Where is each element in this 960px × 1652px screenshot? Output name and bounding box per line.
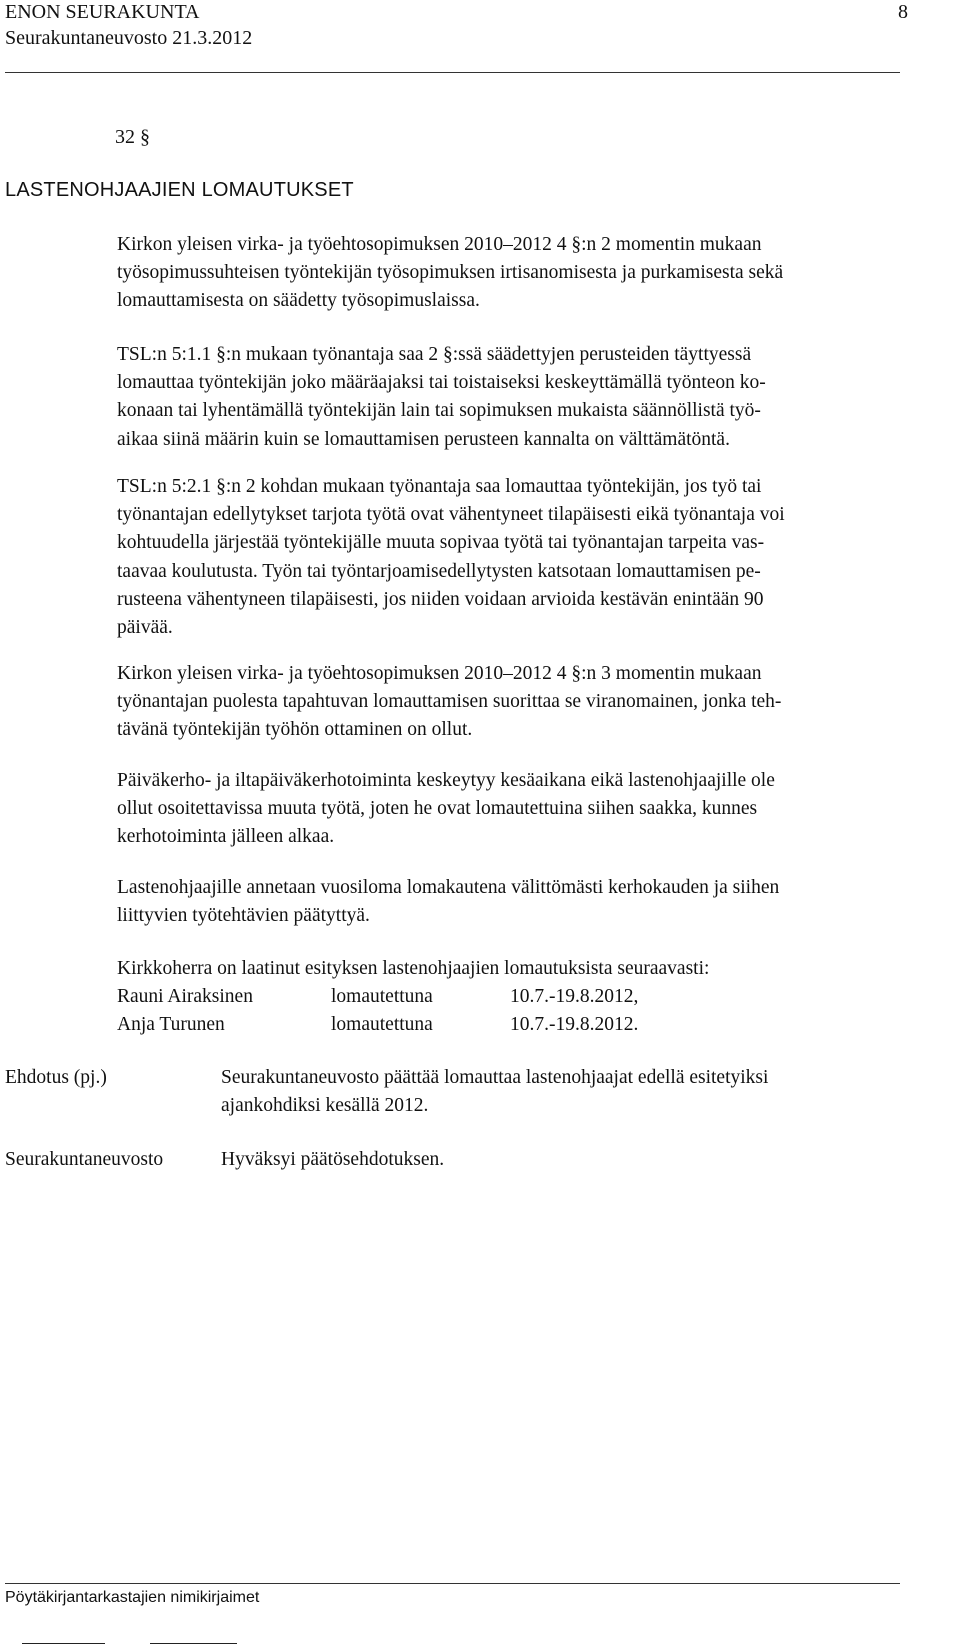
layoff-name: Rauni Airaksinen (117, 986, 253, 1007)
paragraph-line: TSL:n 5:2.1 §:n 2 kohdan mukaan työnantaja saa lomauttaa työntekijän, jos työ tai (117, 476, 762, 497)
paragraph-line: Päiväkerho- ja iltapäiväkerhotoiminta keskeytyy kesäaikana eikä lastenohjaajille ole (117, 770, 775, 791)
board-label: Seurakuntaneuvosto (5, 1149, 164, 1170)
paragraph-line: kerhotoiminta jälleen alkaa. (117, 826, 335, 848)
paragraph-line: TSL:n 5:1.1 §:n mukaan työnantaja saa 2 §:ssä säädettyjen perusteiden täyttyessä (117, 344, 752, 365)
paragraph-line: lomauttamisesta on säädetty työsopimuslaissa. (117, 290, 480, 312)
paragraph-line: kohtuudella järjestää työntekijälle muuta sopivaa työtä tai työnantajan tarpeita vas- (117, 532, 765, 554)
signature-line (150, 1643, 237, 1644)
paragraph-line: Kirkon yleisen virka- ja työehtosopimuksen 2010–2012 4 §:n 3 momentin mukaan (117, 663, 762, 684)
paragraph-line: rusteena vähentyneen tilapäisesti, jos niiden voidaan arvioida kestävän enintään 90 (117, 588, 764, 610)
section-title: LASTENOHJAAJIEN LOMAUTUKSET (5, 179, 354, 201)
meeting-info: Seurakuntaneuvosto 21.3.2012 (5, 27, 253, 49)
paragraph-line: lomauttaa työntekijän joko määräajaksi tai toistaiseksi keskeyttämällä työnteon ko- (117, 372, 766, 394)
paragraph-line: liittyvien työtehtävien päätyttyä. (117, 905, 370, 927)
paragraph-5 (117, 767, 940, 852)
layoff-period: 10.7.-19.8.2012. (510, 1014, 639, 1035)
section-number: 32 § (115, 126, 150, 148)
paragraph-line: Lastenohjaajille annetaan vuosiloma lomakautena välittömästi kerhokauden ja siihen (117, 877, 780, 898)
signatures-label: Pöytäkirjantarkastajien nimikirjaimet (5, 1589, 260, 1606)
layoff-period: 10.7.-19.8.2012, (510, 986, 639, 1007)
layoff-status: lomautettuna (331, 1014, 433, 1035)
proposal-text-line: Seurakuntaneuvosto päättää lomauttaa lastenohjaajat edellä esitetyiksi (221, 1067, 769, 1088)
paragraph-line: ollut osoitettavissa muuta työtä, joten he ovat lomautettuina siihen saakka, kunnes (117, 798, 758, 820)
proposal-intro: Kirkkoherra on laatinut esityksen lastenohjaajien lomautuksista seuraavasti: (117, 958, 710, 979)
paragraph-line: työsopimussuhteisen työntekijän työsopimuksen irtisanomisesta ja purkamisesta sekä (117, 262, 784, 284)
layoff-status: lomautettuna (331, 986, 433, 1007)
paragraph-line: taavaa koulutusta. Työn tai työntarjoamisedellytysten katsotaan lomauttamisen pe- (117, 560, 761, 582)
paragraph-1 (117, 231, 940, 316)
proposal-text-line: ajankohdiksi kesällä 2012. (221, 1095, 429, 1116)
paragraph-line: tävänä työntekijän työhön ottaminen on ollut. (117, 719, 473, 741)
board-decision: Hyväksyi päätösehdotuksen. (221, 1149, 445, 1170)
paragraph-line: konaan tai lyhentämällä työntekijän lain tai sopimuksen mukaista säännöllistä työ- (117, 400, 761, 422)
footer-rule (5, 1583, 900, 1584)
header-rule (5, 72, 900, 73)
organization-name: ENON SEURAKUNTA (5, 1, 200, 23)
paragraph-line: päivää. (117, 617, 173, 639)
paragraph-4 (117, 660, 940, 745)
signature-line (22, 1643, 105, 1644)
paragraph-line: työnantajan puolesta tapahtuvan lomauttamisen suorittaa se viranomainen, jonka teh- (117, 691, 782, 713)
paragraph-3 (117, 473, 940, 642)
paragraph-line: aikaa siinä määrin kuin se lomauttamisen perusteen kannalta on välttämätöntä. (117, 428, 730, 450)
paragraph-line: työnantajan edellytykset tarjota työtä ovat vähentyneet tilapäisesti eikä työnantaja voi (117, 504, 785, 526)
proposal-label: Ehdotus (pj.) (5, 1067, 107, 1088)
page-number: 8 (898, 1, 908, 23)
paragraph-2 (117, 341, 940, 454)
layoff-name: Anja Turunen (117, 1014, 225, 1035)
paragraph-6 (117, 874, 940, 930)
paragraph-line: Kirkon yleisen virka- ja työehtosopimuksen 2010–2012 4 §:n 2 momentin mukaan (117, 234, 762, 255)
